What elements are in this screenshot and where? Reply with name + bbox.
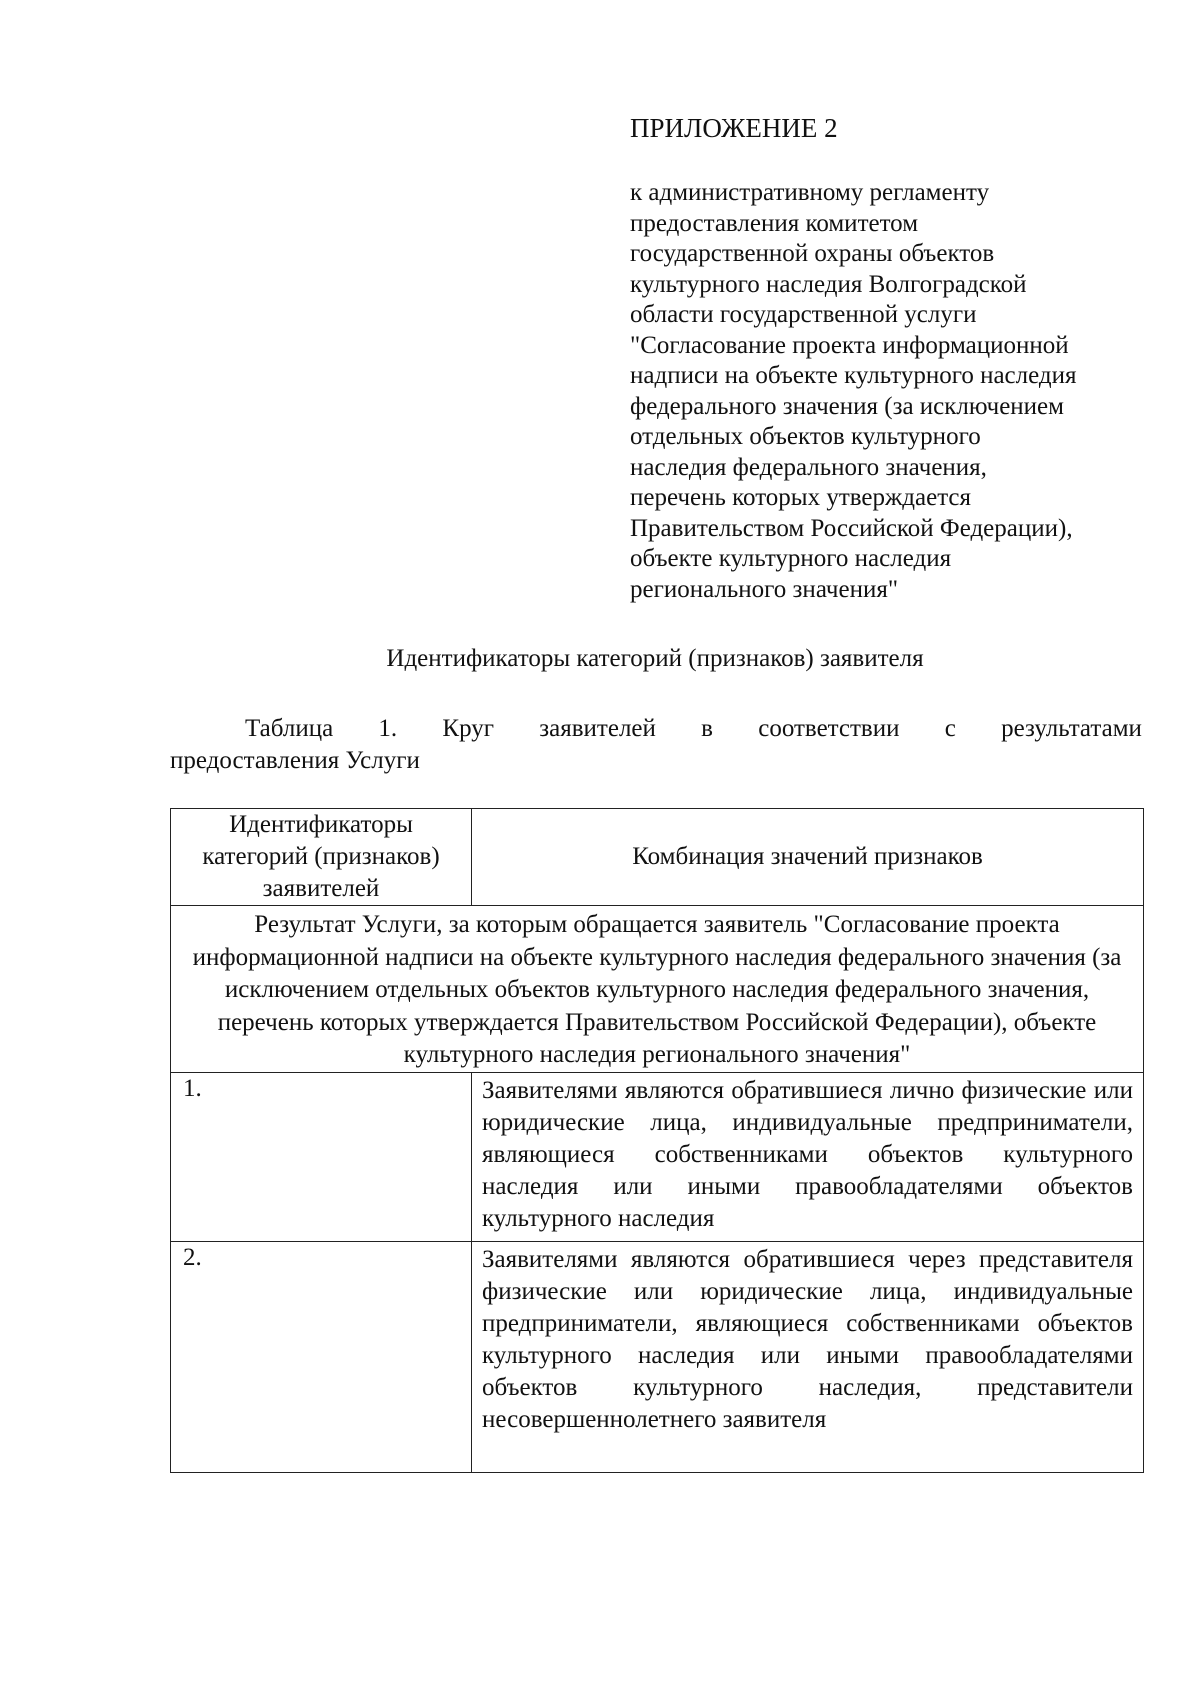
appendix-line: предоставления комитетом [630, 209, 919, 237]
caption-word: заявителей [539, 715, 656, 742]
appendix-line: надписи на объекте культурного наследия [630, 362, 1077, 389]
appendix-line: государственной охраны объектов [630, 240, 995, 267]
appendix-line: Правительством Российской Федерации), [630, 514, 1073, 542]
caption-word: с [944, 715, 956, 742]
result-row [171, 906, 1144, 1073]
row-description: Заявителями являются обратившиеся через представителя физические или юридические лица, индивидуальные предприниматели, являющиеся собственниками объектов культурного наследия или иными правообладателями объектов культурного наследия, представители несовершеннолетнего заявителя [472, 1241, 1144, 1472]
appendix-line: наследия федерального значения, [630, 453, 987, 481]
caption-line-1 [170, 713, 1142, 745]
table-header-row [171, 809, 1144, 906]
appendix-line: отдельных объектов культурного [630, 423, 981, 450]
table-caption [170, 713, 1142, 777]
header-identifiers: Идентификаторы категорий (признаков) заявителей [171, 809, 472, 906]
appendix-line: объекте культурного наследия [630, 545, 952, 572]
appendix-line: перечень которых утверждается [630, 484, 972, 511]
result-cell: Результат Услуги, за которым обращается заявитель "Согласование проекта информационной надписи на объекте культурного наследия федерального значения (за исключением отдельных объектов культурного наследия федерального значения, перечень которых утверждается Правительством Российской Федерации), объекте культурного наследия регионального значения" [171, 906, 1144, 1073]
applicant-categories-table [170, 808, 1144, 1473]
row-id: 1. [171, 1072, 472, 1241]
caption-word: Круг [442, 715, 495, 742]
caption-word: соответствии [758, 715, 900, 742]
caption-word: в [701, 715, 713, 742]
row-id: 2. [171, 1241, 472, 1472]
appendix-line: области государственной услуги [630, 301, 977, 328]
table-row [171, 1072, 1144, 1241]
section-heading: Идентификаторы категорий (признаков) заявителя [386, 645, 924, 672]
header-combination: Комбинация значений признаков [472, 809, 1144, 906]
appendix-line: культурного наследия Волгоградской [630, 270, 1027, 298]
appendix-title: ПРИЛОЖЕНИЕ 2 [630, 113, 838, 143]
table-row [171, 1241, 1144, 1472]
caption-word: 1. [378, 715, 398, 742]
appendix-text [630, 178, 1150, 605]
appendix-line: "Согласование проекта информационной [630, 331, 1069, 359]
appendix-line: регионального значения" [630, 575, 899, 603]
caption-word: Таблица [245, 715, 334, 742]
caption-line-2: предоставления Услуги [170, 747, 420, 774]
row-description: Заявителями являются обратившиеся лично физические или юридические лица, индивидуальные предприниматели, являющиеся собственниками объектов культурного наследия или иными правообладателями объектов культурного наследия [472, 1072, 1144, 1241]
appendix-block [630, 112, 1150, 605]
appendix-line: к административному регламенту [630, 179, 990, 206]
appendix-line: федерального значения (за исключением [630, 392, 1064, 420]
caption-word: результатами [1001, 715, 1142, 742]
